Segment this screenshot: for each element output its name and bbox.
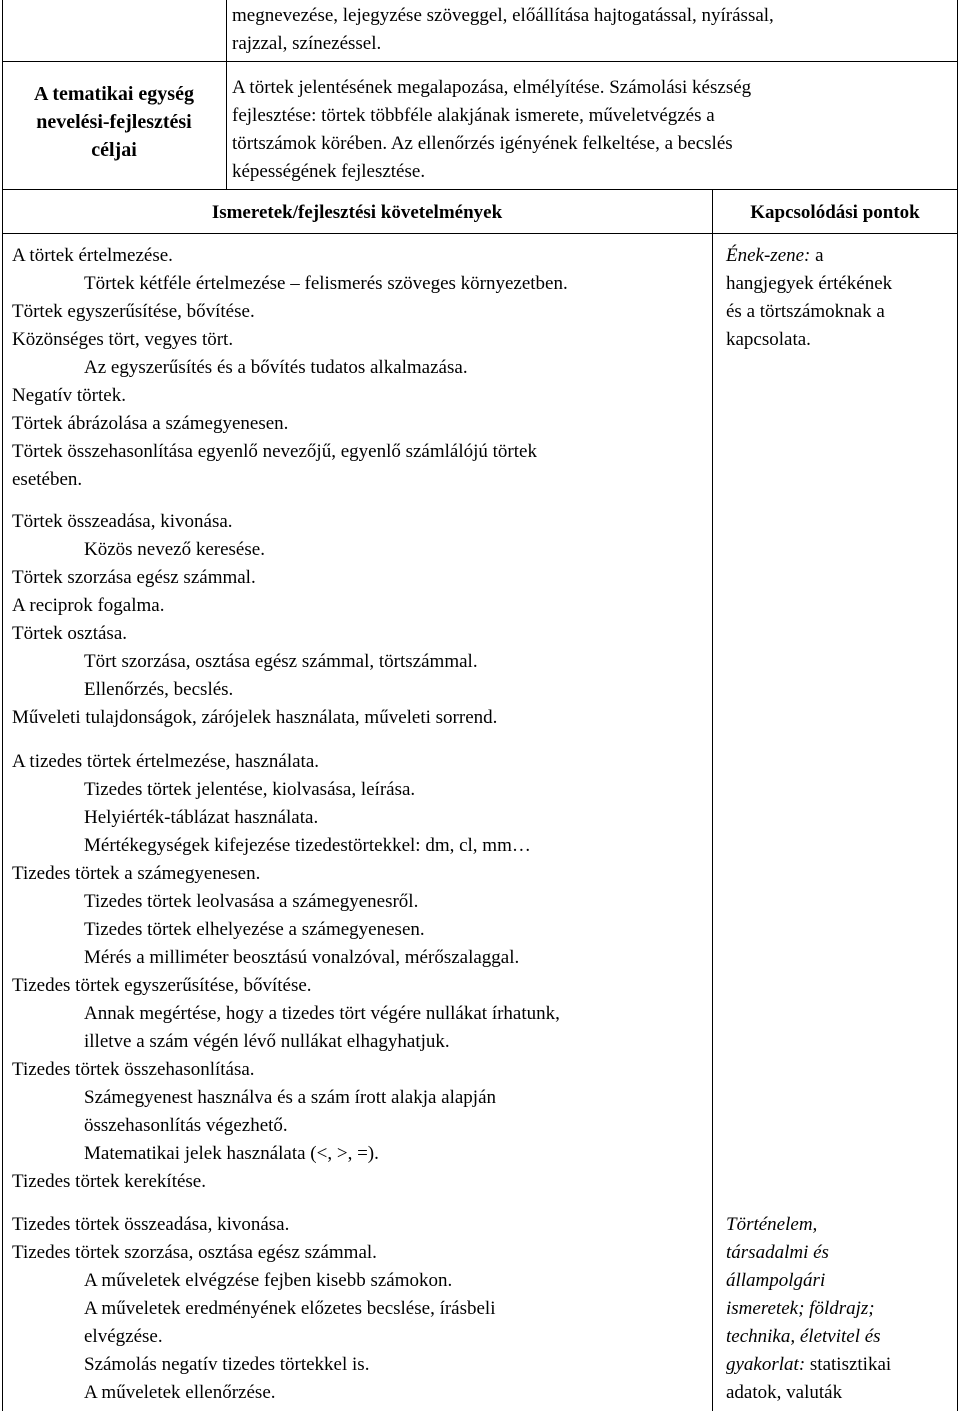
connections-header: Kapcsolódási pontok xyxy=(750,202,920,223)
text-line: Törtek ábrázolása a számegyenesen. xyxy=(12,413,289,434)
text-line: Tizedes törtek jelentése, kiolvasása, leírása. xyxy=(84,779,416,800)
label-column-divider xyxy=(226,0,227,189)
text-line: Tizedes törtek a számegyenesen. xyxy=(12,863,261,884)
connection-line: kapcsolata. xyxy=(726,329,811,350)
text-line: törtszámok körében. Az ellenőrzés igényének felkeltése, a becslés xyxy=(232,133,733,154)
text-line: Ellenőrzés, becslés. xyxy=(84,679,234,700)
text-line: Annak megértése, hogy a tizedes tört végére nullákat írhatunk, xyxy=(84,1003,560,1024)
connections-column-divider xyxy=(712,189,713,1411)
text-line: Törtek összehasonlítása egyenlő nevezőjű, egyenlő számlálójú törtek xyxy=(12,441,537,462)
text-line: megnevezése, lejegyzése szöveggel, előállítása hajtogatással, nyírással, xyxy=(232,5,774,26)
text-line: Mértékegységek kifejezése tizedestörtekkel: dm, cl, mm… xyxy=(84,835,531,856)
text-line: összehasonlítás végezhető. xyxy=(84,1115,288,1136)
text-line: Törtek szorzása egész számmal. xyxy=(12,567,256,588)
goals-label-line: A tematikai egység xyxy=(34,83,194,105)
text-line: rajzzal, színezéssel. xyxy=(232,33,382,54)
connection-line xyxy=(726,242,952,270)
text-line: Számegyenest használva és a szám írott alakja alapján xyxy=(84,1087,497,1108)
connection-line: hangjegyek értékének xyxy=(726,273,893,294)
connection-line: ismeretek; földrajz; xyxy=(726,1298,875,1319)
connection-line: állampolgári xyxy=(726,1270,826,1291)
connections-section-music xyxy=(726,242,952,354)
text-line: Tört szorzása, osztása egész számmal, törtszámmal. xyxy=(84,651,478,672)
row-divider-top xyxy=(2,61,958,62)
connection-text: a xyxy=(810,245,824,266)
connections-section-history xyxy=(726,1211,952,1407)
text-line: elvégzése. xyxy=(84,1326,163,1347)
requirements-section-decimals xyxy=(12,748,708,1196)
connection-line: és a törtszámoknak a xyxy=(726,301,885,322)
connection-line: adatok, valuták xyxy=(726,1382,843,1403)
connection-line: technika, életvitel és xyxy=(726,1326,881,1347)
text-line: A tizedes törtek értelmezése, használata. xyxy=(12,751,320,772)
text-line: Az egyszerűsítés és a bővítés tudatos alkalmazása. xyxy=(84,357,468,378)
row-divider-header xyxy=(2,233,958,234)
requirements-section-operations xyxy=(12,508,708,732)
text-line: Törtek osztása. xyxy=(12,623,128,644)
text-line: Tizedes törtek kerekítése. xyxy=(12,1171,206,1192)
text-line: Tizedes törtek leolvasása a számegyenesről. xyxy=(84,891,419,912)
text-line: Tizedes törtek egyszerűsítése, bővítése. xyxy=(12,975,312,996)
text-line: Törtek összeadása, kivonása. xyxy=(12,511,233,532)
text-line: Mérés a milliméter beosztású vonalzóval, mérőszalaggal. xyxy=(84,947,520,968)
text-line: A műveletek elvégzése fejben kisebb számokon. xyxy=(84,1270,453,1291)
goals-label xyxy=(2,80,226,164)
goals-label-line: nevelési-fejlesztési xyxy=(36,111,192,133)
text-line: A műveletek eredményének előzetes becslése, írásbeli xyxy=(84,1298,496,1319)
connection-subject: Ének-zene: xyxy=(726,245,811,266)
text-line: Tizedes törtek összehasonlítása. xyxy=(12,1059,255,1080)
connection-line: társadalmi és xyxy=(726,1242,829,1263)
text-line: Műveleti tulajdonságok, zárójelek használata, műveleti sorrend. xyxy=(12,707,498,728)
requirements-section-decimal-operations xyxy=(12,1211,708,1407)
text-line: A törtek értelmezése. xyxy=(12,245,173,266)
text-line: A műveletek ellenőrzése. xyxy=(84,1382,276,1403)
document-page xyxy=(2,0,958,1411)
text-line: Közönséges tört, vegyes tört. xyxy=(12,329,234,350)
text-line: fejlesztése: törtek többféle alakjának ismerete, műveletvégzés a xyxy=(232,105,715,126)
text-line: Tizedes törtek elhelyezése a számegyenesen. xyxy=(84,919,425,940)
text-line: esetében. xyxy=(12,469,83,490)
text-line: Negatív törtek. xyxy=(12,385,126,406)
connection-line xyxy=(726,1351,952,1379)
goals-label-line: céljai xyxy=(91,139,137,161)
text-line: Törtek kétféle értelmezése – felismerés szöveges környezetben. xyxy=(84,273,568,294)
text-line: A reciprok fogalma. xyxy=(12,595,165,616)
connection-text: statisztikai xyxy=(805,1354,892,1375)
text-line: A törtek jelentésének megalapozása, elmélyítése. Számolási készség xyxy=(232,77,752,98)
text-line: Közös nevező keresése. xyxy=(84,539,265,560)
text-line: Tizedes törtek szorzása, osztása egész számmal. xyxy=(12,1242,377,1263)
text-line: Törtek egyszerűsítése, bővítése. xyxy=(12,301,255,322)
row-divider-goals xyxy=(2,189,958,190)
connection-line: Történelem, xyxy=(726,1214,818,1235)
requirements-section-fractions xyxy=(12,242,708,494)
text-line: Matematikai jelek használata (<, >, =). xyxy=(84,1143,379,1164)
text-line: Tizedes törtek összeadása, kivonása. xyxy=(12,1214,290,1235)
goals-text xyxy=(232,74,952,186)
text-line: Helyiérték-táblázat használata. xyxy=(84,807,319,828)
connection-subject: gyakorlat: xyxy=(726,1354,806,1375)
text-line: Számolás negatív tizedes törtekkel is. xyxy=(84,1354,370,1375)
text-line: illetve a szám végén lévő nullákat elhagyhatjuk. xyxy=(84,1031,450,1052)
requirements-header: Ismeretek/fejlesztési követelmények xyxy=(211,202,503,223)
text-line: képességének fejlesztése. xyxy=(232,161,426,182)
top-row-text xyxy=(232,2,952,58)
